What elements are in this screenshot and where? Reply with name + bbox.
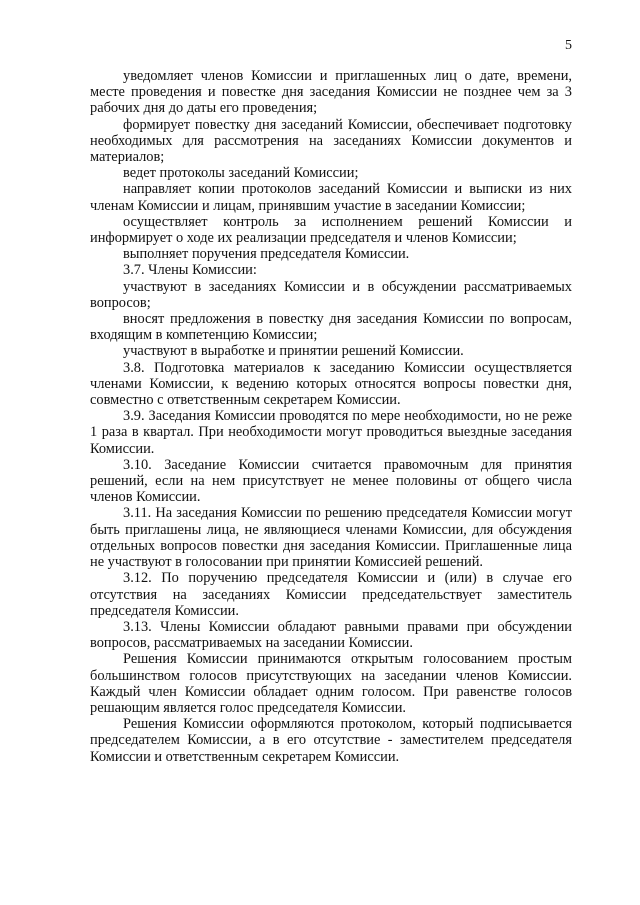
paragraph: 3.8. Подготовка материалов к заседанию Комиссии осуществляется членами Комиссии, к ведению которых относятся вопросы повестки дня, совместно с ответственным секретарем Комиссии.	[90, 359, 572, 409]
paragraph: направляет копии протоколов заседаний Комиссии и выписки из них членам Комиссии и лицам, принявшим участие в заседании Комиссии;	[90, 181, 572, 214]
paragraph: ведет протоколы заседаний Комиссии;	[123, 165, 359, 182]
paragraph: 3.10. Заседание Комиссии считается правомочным для принятия решений, если на нем присутствует не менее половины от общего числа членов Комиссии.	[90, 456, 572, 506]
paragraph: формирует повестку дня заседаний Комиссии, обеспечивает подготовку необходимых для рассмотрения на заседаниях Комиссии документов и материалов;	[90, 116, 572, 166]
paragraph: выполняет поручения председателя Комиссии.	[123, 246, 410, 263]
paragraph: 3.12. По поручению председателя Комиссии и (или) в случае его отсутствия на заседаниях Комиссии председательствует заместитель председателя Комиссии.	[90, 570, 572, 619]
document-body	[90, 68, 572, 765]
paragraph: 3.9. Заседания Комиссии проводятся по мере необходимости, но не реже 1 раза в квартал. При необходимости могут проводиться выездные заседания Комиссии.	[90, 408, 572, 457]
paragraph: 3.11. На заседания Комиссии по решению председателя Комиссии могут быть приглашены лица, не являющиеся членами Комиссии, для обсуждения отдельных вопросов повестки дня заседания Комиссии. Приглашенные лица не участвуют в голосовании при принятии Комиссией решений.	[90, 505, 572, 571]
paragraph: осуществляет контроль за исполнением решений Комиссии и информирует о ходе их реализации председателя и членов Комиссии;	[90, 213, 572, 247]
section-heading: 3.7. Члены Комиссии:	[123, 262, 257, 279]
paragraph: участвуют в выработке и принятии решений Комиссии.	[123, 343, 464, 360]
paragraph: Решения Комиссии оформляются протоколом, который подписывается председателем Комиссии, а в его отсутствие - заместителем председателя Комиссии и ответственным секретарем Комиссии.	[90, 716, 572, 765]
paragraph: 3.13. Члены Комиссии обладают равными правами при обсуждении вопросов, рассматриваемых на заседании Комиссии.	[90, 618, 572, 652]
paragraph: уведомляет членов Комиссии и приглашенных лиц о дате, времени, месте проведения и повестке дня заседания Комиссии не позднее чем за 3 рабочих дня до даты его проведения;	[90, 68, 572, 117]
paragraph: вносят предложения в повестку дня заседания Комиссии по вопросам, входящим в компетенцию Комиссии;	[90, 311, 572, 344]
paragraph: участвуют в заседаниях Комиссии и в обсуждении рассматриваемых вопросов;	[90, 278, 572, 311]
page-number: 5	[565, 38, 572, 53]
paragraph: Решения Комиссии принимаются открытым голосованием простым большинством голосов присутствующих на заседании членов Комиссии. Каждый член Комиссии обладает одним голосом. При равенстве голосов решающим является голос председателя Комиссии.	[90, 651, 572, 716]
